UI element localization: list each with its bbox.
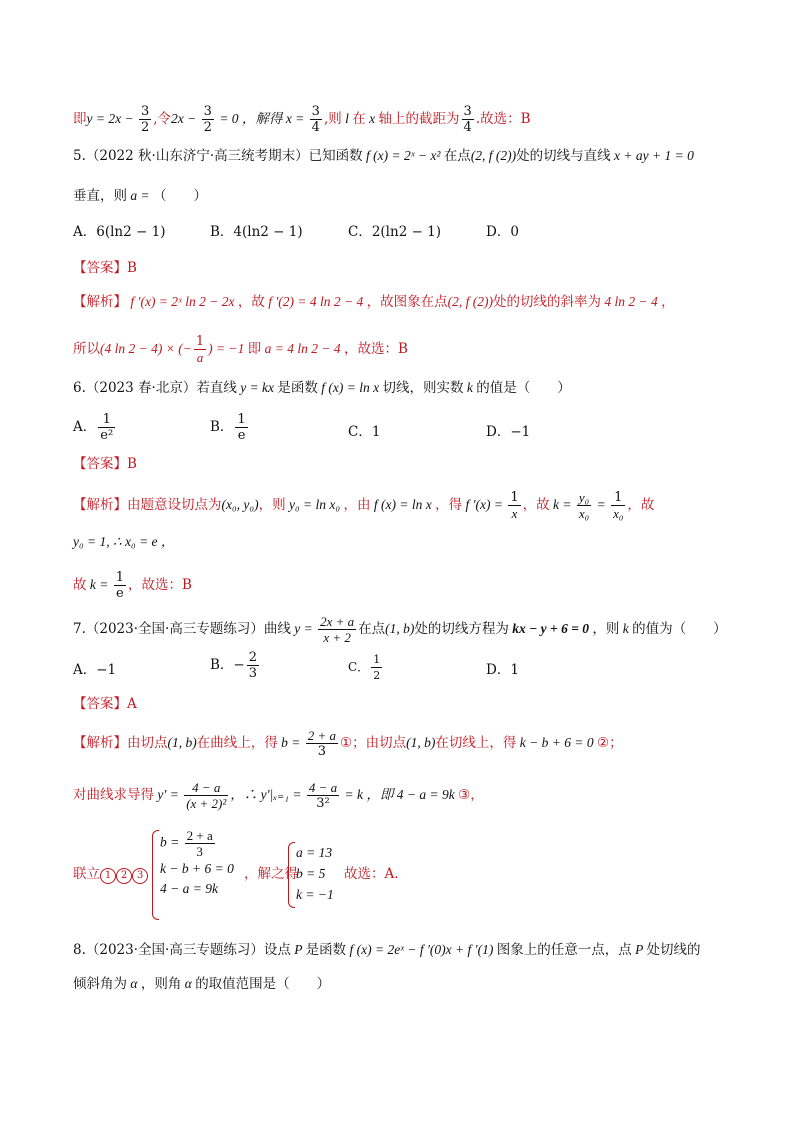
q5-sol2-paren-close: ) xyxy=(208,341,213,356)
q7-sol-eq: b = xyxy=(277,735,304,750)
q7-circle-3: ③ xyxy=(458,787,471,803)
q6-opt-b-label: B． xyxy=(210,419,234,435)
q5-solution-line1 xyxy=(73,292,754,312)
q5-sol2-paren: (− xyxy=(178,341,192,356)
q7-stem xyxy=(73,614,754,645)
q8-text-d: 处切线的 xyxy=(646,942,701,958)
q7-sys1-num: 2 + a xyxy=(186,828,213,843)
q6-sol3-den: e xyxy=(116,586,124,601)
q5-option-a[interactable]: A．6(ln2 − 1) xyxy=(73,224,166,240)
q5-function: f (x) = 2ˣ − x² xyxy=(362,148,444,163)
q7-opt-b-den: 3 xyxy=(248,666,258,681)
q8-text-a: 8.（2023·全国·高三专题练习）设点 xyxy=(73,942,291,958)
q7-stem-e: 的值为（ ） xyxy=(632,621,727,637)
q8-alpha2: α xyxy=(181,976,196,991)
q7-curve-num: 2x + a xyxy=(320,614,355,629)
q7-sol3-a: 联立 xyxy=(73,866,100,882)
q5-stem-text: 5.（2022 秋·山东济宁·高三统考期末）已知函数 xyxy=(73,148,363,164)
q5-var-a: a = xyxy=(127,188,153,203)
q8-stem-line1 xyxy=(73,940,754,960)
q5-sol2-result: a = 4 ln 2 − 4 xyxy=(261,341,344,356)
q5-sol2-frac-den: a xyxy=(196,350,204,365)
q6-sol-c: ，由 xyxy=(343,497,371,513)
q4-frac4-num: 3 xyxy=(463,104,472,119)
q5-stem2-b: （ ） xyxy=(153,188,207,204)
q4-frac3-num: 3 xyxy=(311,104,320,119)
q7-stem-c: 处的切线方程为 xyxy=(414,621,509,637)
q4-frac2 xyxy=(202,104,214,135)
q7-stem-d: ，则 xyxy=(592,621,620,637)
q7-sol2-frac xyxy=(184,780,228,811)
q7-system2 xyxy=(296,842,334,905)
q8-text-g: 的取值范围是（ ） xyxy=(195,976,331,992)
q7-opt-c-frac xyxy=(371,652,382,683)
q7-sol-d: 在切线上，得 xyxy=(435,735,517,751)
q7-tangent-eq: kx − y + 6 = 0 xyxy=(508,621,593,636)
q8-p2: P xyxy=(631,942,647,957)
q8-function: f (x) = 2eˣ − f ′(0)x + f ′(1) xyxy=(346,942,497,957)
q7-circle-2: ② xyxy=(596,735,610,751)
q7-curve-frac xyxy=(318,614,356,645)
q5-sol2-c: ，故选：B xyxy=(343,341,408,357)
q7-opt-b-frac xyxy=(247,650,259,681)
q6-k-den1: x₀ xyxy=(578,506,590,521)
q6-function: f (x) = ln x xyxy=(317,380,383,395)
q7-sys1-eq2: k − b + 6 = 0 xyxy=(160,861,234,876)
q5-stem-c: 处的切线与直线 xyxy=(516,148,611,164)
q5-answer: 【答案】B xyxy=(73,260,137,276)
q7-sol-e: ； xyxy=(609,735,623,751)
q7-solution-label: 【解析】 xyxy=(73,735,127,751)
q6-opt-b-frac xyxy=(235,412,247,443)
q8-alpha: α xyxy=(127,976,141,991)
q6-sol-k-frac2 xyxy=(611,490,625,521)
q4-frac3-den: 4 xyxy=(311,120,320,135)
q7-sol-num: 2 + a xyxy=(307,728,337,743)
q7-sol2-c: = k ，即 xyxy=(341,787,394,802)
q7-solution-line1 xyxy=(73,728,754,759)
q7-sol2-eq: 4 − a = 9k xyxy=(393,787,459,802)
q6-solution-line1 xyxy=(73,490,754,521)
q7-point: (1, b) xyxy=(385,621,415,636)
q6-k-eq: = xyxy=(593,497,610,512)
q6-line-eq: y = kx xyxy=(236,380,278,395)
q5-sol-d: ， xyxy=(661,294,675,310)
q7-sol-point2: (1, b) xyxy=(406,735,436,750)
q6-sol-f: ，故 xyxy=(627,497,655,513)
q7-stem-b: 在点 xyxy=(358,621,386,637)
q8-p: P xyxy=(290,942,306,957)
q7-solution-final: 故选：A. xyxy=(344,866,399,882)
q6-opt-b-num: 1 xyxy=(237,412,246,427)
q5-stem-line1 xyxy=(73,146,754,166)
q5-sol-expr: f ′(x) = 2ˣ ln 2 − 2x xyxy=(127,294,238,309)
q6-sol-d: ，得 xyxy=(435,497,463,513)
q7-opt-c-den: 2 xyxy=(373,669,381,682)
q6-k-num2: 1 xyxy=(611,490,625,506)
q6-option-d[interactable]: D．−1 xyxy=(486,424,531,440)
q6-k-num1: y₀ xyxy=(578,490,590,505)
q4-frac3 xyxy=(310,104,322,135)
q6-fp-den: x xyxy=(511,506,518,521)
q6-opt-a-den: e² xyxy=(100,428,114,443)
q7-sys2-a: a = 13 xyxy=(296,845,333,860)
q5-sol2-frac-num: 1 xyxy=(195,334,205,349)
q7-y: y = xyxy=(290,621,317,636)
q6-sol3-a: 故 xyxy=(73,577,87,593)
q7-sol-eq2: k − b + 6 = 0 xyxy=(516,735,597,750)
q7-sys1-frac xyxy=(185,828,215,859)
q6-fp-num: 1 xyxy=(510,490,519,505)
q7-solution-line2 xyxy=(73,780,754,811)
q4-eq2-tail: = 0 ，解得 xyxy=(215,111,283,126)
q5-option-d[interactable]: D．0 xyxy=(486,224,519,240)
q5-sol-a: ，故 xyxy=(237,294,265,310)
q7-sol2-den2: 3² xyxy=(316,796,330,811)
q6-solution-line2: y₀ = 1, ∴ x₀ = e ， xyxy=(73,534,175,549)
q7-opt-c-num: 1 xyxy=(373,653,381,666)
q4-frac1 xyxy=(139,104,151,135)
q7-option-b[interactable] xyxy=(210,650,261,681)
q6-sol-k: k = xyxy=(549,497,575,512)
q7-solution-line3-label xyxy=(73,864,153,884)
q7-sol2-num2: 4 − a xyxy=(308,780,338,795)
q7-sol2-frac2 xyxy=(307,780,339,811)
q7-sys1-eq3: 4 − a = 9k xyxy=(160,881,218,896)
q7-stem-a: 7.（2023·全国·高三专题练习）曲线 xyxy=(73,621,291,637)
q7-circle-1: ① xyxy=(340,735,353,751)
q7-solution-solve-label: ，解之得 xyxy=(244,866,298,882)
q4-frac4 xyxy=(462,104,474,135)
q7-curve-den: x + 2 xyxy=(323,630,351,645)
q7-opt-b-num: 2 xyxy=(248,650,258,665)
q6-answer: 【答案】B xyxy=(73,456,137,472)
q7-sol2-y: y′ = xyxy=(154,787,183,802)
q6-option-b[interactable] xyxy=(210,412,250,443)
q5-sol-slope: 4 ln 2 − 4 xyxy=(601,294,662,309)
q6-opt-a-num: 1 xyxy=(98,412,115,428)
q4-x: x xyxy=(365,111,379,126)
q6-stem-a: 6.（2023 春·北京）若直线 xyxy=(73,380,237,396)
q6-opt-b-den: e xyxy=(237,428,246,443)
q6-sol3-b: ，故选：B xyxy=(128,577,192,593)
q5-solution-label: 【解析】 xyxy=(73,294,127,310)
q6-opt-a-label: A． xyxy=(73,419,97,435)
q7-sol2-d: ， xyxy=(470,787,484,803)
q7-sol-c: ；由切点 xyxy=(352,735,407,751)
q6-sol-b: ，则 xyxy=(258,497,286,513)
q6-stem-b: 是函数 xyxy=(277,380,318,396)
q5-line-eq: x + ay + 1 = 0 xyxy=(610,148,694,163)
q6-solution-label: 【解析】 xyxy=(73,497,127,513)
q6-sol-a: 由题意设切点为 xyxy=(127,497,222,513)
q7-k: k xyxy=(619,621,633,636)
q5-sol-b: ，故图象在点 xyxy=(366,294,448,310)
q7-answer: 【答案】A xyxy=(73,696,137,712)
q4-eq2: 2x − xyxy=(171,111,200,126)
q4-eq1: y = 2x − xyxy=(86,111,137,126)
q7-sol-a: 由切点 xyxy=(127,735,168,751)
q5-stem2-a: 垂直，则 xyxy=(73,188,127,204)
q5-solution-line2 xyxy=(73,334,754,365)
q4-conclusion xyxy=(73,104,754,135)
q4-frac2-den: 2 xyxy=(203,120,212,135)
q4-text-f: .故选：B xyxy=(475,111,531,127)
q4-text-d: 在 xyxy=(352,111,366,127)
q6-k: k xyxy=(463,380,477,395)
q5-stem-b: 在点 xyxy=(443,148,471,164)
q5-option-b[interactable]: B．4(ln2 − 1) xyxy=(210,224,303,240)
q4-frac1-num: 3 xyxy=(140,104,150,119)
q5-sol2-frac xyxy=(194,334,206,365)
q7-option-d[interactable]: D．1 xyxy=(486,662,519,678)
q7-opt-b-label: B．− xyxy=(210,657,245,673)
q4-eq3: x = xyxy=(282,111,308,126)
q8-text-c: 图象上的任意一点，点 xyxy=(496,942,632,958)
q7-opt-c-label: C． xyxy=(348,660,370,674)
q6-sol-fprime-frac xyxy=(508,490,520,521)
q7-system1-brace xyxy=(152,830,159,920)
q5-option-c[interactable]: C．2(ln2 − 1) xyxy=(348,224,442,240)
q7-circ-3: 3 xyxy=(132,868,148,884)
q6-sol-k-frac1 xyxy=(577,490,591,521)
q7-system1 xyxy=(160,828,234,899)
q6-stem-d: 的值是（ ） xyxy=(476,380,571,396)
q6-sol3-k: k = xyxy=(86,577,112,592)
q7-sol-point: (1, b) xyxy=(167,735,197,750)
q7-option-c[interactable] xyxy=(348,652,384,683)
q7-option-a[interactable]: A．−1 xyxy=(73,662,117,678)
q5-sol2-b: 即 xyxy=(247,341,262,357)
q6-solution-line3 xyxy=(73,570,754,601)
q6-stem-c: 切线，则实数 xyxy=(382,380,464,396)
q7-sys1-eq1 xyxy=(160,828,234,859)
q7-circ-2: 2 xyxy=(116,868,132,884)
q6-k-den2: x₀ xyxy=(613,506,624,521)
q7-sys2-k: k = −1 xyxy=(296,887,334,902)
q4-text-b: ,令 xyxy=(153,111,172,127)
q7-sol-frac xyxy=(306,728,338,759)
q6-sol3-frac xyxy=(114,570,126,601)
q4-frac1-den: 2 xyxy=(140,120,150,135)
q7-sol2-den: (x + 2)² xyxy=(186,796,227,811)
q5-sol2-a: 所以 xyxy=(73,341,100,357)
q5-point: (2, f (2)) xyxy=(470,148,517,163)
q6-sol-e: ，故 xyxy=(522,497,550,513)
q7-sol2-num: 4 − a xyxy=(184,780,228,796)
q7-sol2-a: 对曲线求导得 xyxy=(73,787,154,803)
q5-sol2-eq: = −1 xyxy=(212,341,248,356)
q5-sol-expr2: f ′(2) = 4 ln 2 − 4 xyxy=(264,294,367,309)
q6-option-a[interactable] xyxy=(73,412,117,443)
q6-opt-a-frac xyxy=(98,412,115,443)
q4-frac2-num: 3 xyxy=(203,104,212,119)
q5-sol-c: 处的切线的斜率为 xyxy=(493,294,601,310)
q6-sol-eq: y₀ = ln x₀ xyxy=(285,497,344,512)
q8-stem-line2 xyxy=(73,974,754,994)
q4-text-c: ,则 xyxy=(323,111,342,127)
q6-option-c[interactable]: C．1 xyxy=(348,424,381,440)
q4-text-e: 轴上的截距为 xyxy=(378,111,460,127)
q5-stem-line2 xyxy=(73,186,754,206)
q4-frac4-den: 4 xyxy=(463,120,472,135)
q6-sol-point: (x₀, y₀) xyxy=(221,497,259,512)
q7-sys1-den: 3 xyxy=(196,844,203,859)
q7-sys2-b: b = 5 xyxy=(296,866,326,881)
q7-sol2-b: ，∴ y′|ₓ₌₁ = xyxy=(230,787,305,802)
q6-sol-fprime: f ′(x) = xyxy=(462,497,507,512)
q7-sol-b: 在曲线上，得 xyxy=(196,735,278,751)
q8-text-e: 倾斜角为 xyxy=(73,976,127,992)
q4-text: 即 xyxy=(73,111,87,127)
q7-circ-1: 1 xyxy=(100,868,116,884)
q8-text-f: ，则角 xyxy=(140,976,182,992)
q5-sol-point: (2, f (2)) xyxy=(447,294,493,309)
q7-system2-brace xyxy=(288,842,295,908)
q6-sol-fx: f (x) = ln x xyxy=(370,497,436,512)
q5-sol2-expr: (4 ln 2 − 4) × xyxy=(100,341,179,356)
q6-sol3-num: 1 xyxy=(115,570,125,585)
q6-stem xyxy=(73,378,754,398)
q7-sol-den: 3 xyxy=(317,744,327,759)
q4-l: l xyxy=(341,111,353,126)
q8-text-b: 是函数 xyxy=(305,942,347,958)
q7-sys1-b: b = xyxy=(160,834,183,850)
